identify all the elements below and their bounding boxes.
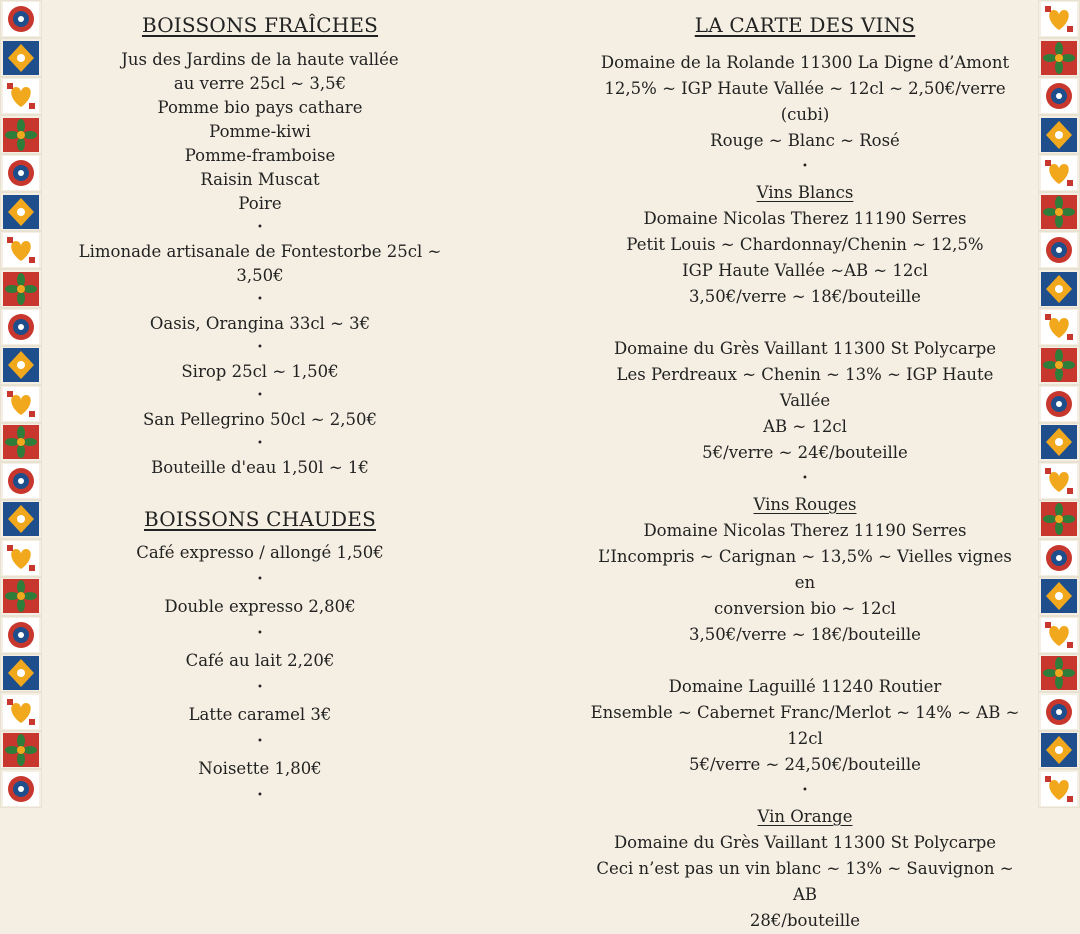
decorative-tile-icon <box>0 500 42 538</box>
menu-line: Jus des Jardins de la haute vallée <box>121 50 399 69</box>
menu-line: Domaine Laguillé 11240 Routier <box>668 677 942 696</box>
decorative-tile-icon <box>1038 269 1080 307</box>
right-tile-border <box>1038 0 1080 808</box>
decorative-tile-icon <box>1038 731 1080 769</box>
menu-line: 12,5% ~ IGP Haute Vallée ~ 12cl ~ 2,50€/verre (cubi) <box>604 79 1006 124</box>
menu-line: au verre 25cl ~ 3,5€ <box>173 74 347 93</box>
decorative-tile-icon <box>1038 38 1080 76</box>
hot-drinks-list <box>60 540 460 810</box>
red-wines-list <box>590 518 1020 804</box>
decorative-tile-icon <box>1038 462 1080 500</box>
separator-dot: • <box>802 785 808 796</box>
menu-line: Domaine Nicolas Therez 11190 Serres <box>643 209 967 228</box>
decorative-tile-icon <box>1038 500 1080 538</box>
decorative-tile-icon <box>0 192 42 230</box>
white-wines-list <box>590 206 1020 492</box>
decorative-tile-icon <box>0 77 42 115</box>
menu-line: Ceci n’est pas un vin blanc ~ 13% ~ Sauvignon ~ AB <box>596 859 1014 904</box>
decorative-tile-icon <box>1038 423 1080 461</box>
wine-intro-list <box>590 50 1020 180</box>
decorative-tile-icon <box>0 731 42 769</box>
menu-line: Rouge ~ Blanc ~ Rosé <box>710 131 900 150</box>
decorative-tile-icon <box>1038 692 1080 730</box>
menu-line: Sirop 25cl ~ 1,50€ <box>181 362 339 381</box>
decorative-tile-icon <box>1038 654 1080 692</box>
decorative-tile-icon <box>1038 154 1080 192</box>
menu-line: 28€/bouteille <box>749 911 861 930</box>
cold-drinks-list <box>60 48 460 480</box>
separator-dot: • <box>257 628 263 639</box>
spacer <box>590 310 1020 336</box>
menu-line: Noisette 1,80€ <box>198 759 322 778</box>
cold-drinks-title: BOISSONS FRAÎCHES <box>141 13 379 37</box>
separator-dot: • <box>257 574 263 585</box>
menu-line: conversion bio ~ 12cl <box>714 599 896 618</box>
decorative-tile-icon <box>0 0 42 38</box>
separator-dot: • <box>257 736 263 747</box>
menu-line: Domaine Nicolas Therez 11190 Serres <box>643 521 967 540</box>
decorative-tile-icon <box>0 231 42 269</box>
menu-line: Raisin Muscat <box>200 170 320 189</box>
menu-line: IGP Haute Vallée ~AB ~ 12cl <box>682 261 928 280</box>
wine-list-title: LA CARTE DES VINS <box>694 13 916 37</box>
menu-line: Ensemble ~ Cabernet Franc/Merlot ~ 14% ~ AB ~ 12cl <box>590 703 1020 748</box>
orange-wine-title: Vin Orange <box>757 807 853 826</box>
decorative-tile-icon <box>1038 577 1080 615</box>
separator-dot: • <box>257 294 263 305</box>
decorative-tile-icon <box>0 539 42 577</box>
decorative-tile-icon <box>1038 308 1080 346</box>
menu-line: Double expresso 2,80€ <box>164 597 356 616</box>
separator-dot: • <box>257 438 263 449</box>
menu-line: Pomme bio pays cathare <box>157 98 363 117</box>
menu-line: L’Incompris ~ Carignan ~ 13,5% ~ Vielles vignes en <box>598 547 1012 592</box>
menu-line: Domaine du Grès Vaillant 11300 St Polycarpe <box>613 833 997 852</box>
menu-line: Pomme-kiwi <box>209 122 311 141</box>
decorative-tile-icon <box>0 346 42 384</box>
decorative-tile-icon <box>1038 77 1080 115</box>
separator-dot: • <box>257 390 263 401</box>
menu-line: Oasis, Orangina 33cl ~ 3€ <box>149 314 371 333</box>
menu-line: Café expresso / allongé 1,50€ <box>136 543 384 562</box>
decorative-tile-icon <box>0 423 42 461</box>
decorative-tile-icon <box>1038 616 1080 654</box>
separator-dot: • <box>257 790 263 801</box>
decorative-tile-icon <box>1038 346 1080 384</box>
menu-line: Café au lait 2,20€ <box>185 651 335 670</box>
menu-line: Domaine du Grès Vaillant 11300 St Polycarpe <box>613 339 997 358</box>
decorative-tile-icon <box>1038 385 1080 423</box>
decorative-tile-icon <box>0 154 42 192</box>
decorative-tile-icon <box>0 654 42 692</box>
decorative-tile-icon <box>1038 0 1080 38</box>
decorative-tile-icon <box>0 38 42 76</box>
menu-line: Limonade artisanale de Fontestorbe 25cl ~ 3,50€ <box>78 242 442 285</box>
menu-line: Pomme-framboise <box>184 146 336 165</box>
decorative-tile-icon <box>0 115 42 153</box>
decorative-tile-icon <box>1038 769 1080 807</box>
menu-line: San Pellegrino 50cl ~ 2,50€ <box>142 410 378 429</box>
decorative-tile-icon <box>1038 539 1080 577</box>
orange-wine-list <box>590 830 1020 934</box>
decorative-tile-icon <box>0 385 42 423</box>
decorative-tile-icon <box>0 577 42 615</box>
menu-line: 3,50€/verre ~ 18€/bouteille <box>689 625 921 644</box>
cold-hot-drinks-column <box>60 0 460 810</box>
menu-line: AB ~ 12cl <box>763 417 847 436</box>
decorative-tile-icon <box>0 462 42 500</box>
separator-dot: • <box>257 682 263 693</box>
menu-line: Petit Louis ~ Chardonnay/Chenin ~ 12,5% <box>626 235 984 254</box>
decorative-tile-icon <box>0 769 42 807</box>
decorative-tile-icon <box>0 308 42 346</box>
separator-dot: • <box>802 161 808 172</box>
menu-line: Les Perdreaux ~ Chenin ~ 13% ~ IGP Haute Vallée <box>616 365 994 410</box>
decorative-tile-icon <box>0 269 42 307</box>
separator-dot: • <box>802 473 808 484</box>
decorative-tile-icon <box>1038 231 1080 269</box>
decorative-tile-icon <box>0 616 42 654</box>
decorative-tile-icon <box>1038 192 1080 230</box>
left-tile-border <box>0 0 42 808</box>
red-wines-title: Vins Rouges <box>753 495 857 514</box>
menu-line: Latte caramel 3€ <box>188 705 332 724</box>
white-wines-title: Vins Blancs <box>756 183 854 202</box>
menu-line: Domaine de la Rolande 11300 La Digne d’Amont <box>600 53 1010 72</box>
menu-line: Bouteille d'eau 1,50l ~ 1€ <box>151 458 369 477</box>
menu-line: 5€/verre ~ 24€/bouteille <box>702 443 908 462</box>
menu-line: 3,50€/verre ~ 18€/bouteille <box>689 287 921 306</box>
menu-line: 5€/verre ~ 24,50€/bouteille <box>689 755 921 774</box>
menu-line: Poire <box>238 194 282 213</box>
separator-dot: • <box>257 222 263 233</box>
hot-drinks-title: BOISSONS CHAUDES <box>144 507 376 531</box>
decorative-tile-icon <box>1038 115 1080 153</box>
separator-dot: • <box>257 342 263 353</box>
decorative-tile-icon <box>0 692 42 730</box>
wine-list-column <box>590 0 1020 934</box>
spacer <box>590 648 1020 674</box>
